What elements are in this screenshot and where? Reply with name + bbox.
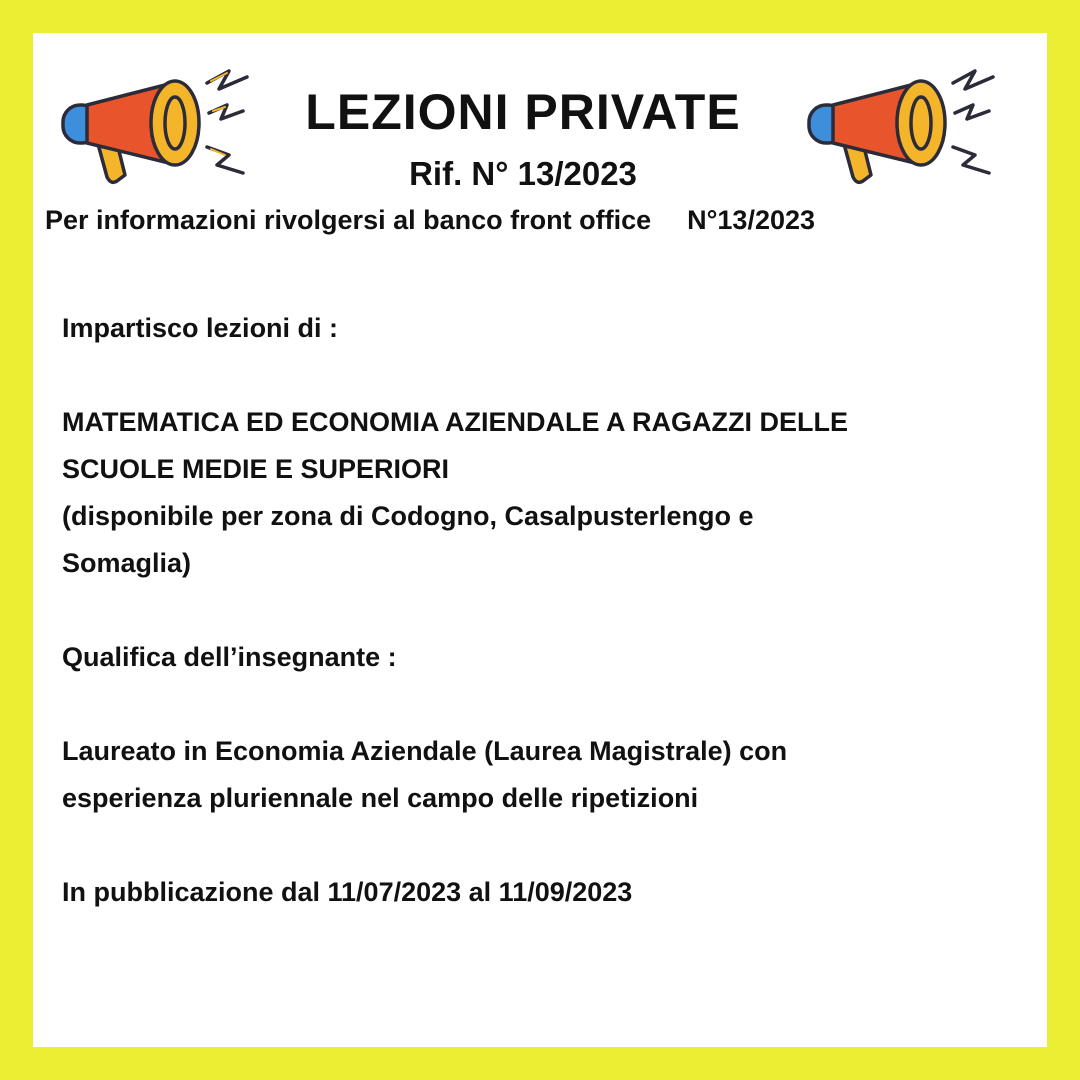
qualification-line: esperienza pluriennale nel campo delle ripetizioni bbox=[62, 783, 699, 813]
publication-dates: In pubblicazione dal 11/07/2023 al 11/09/2023 bbox=[62, 877, 633, 907]
subjects-line: MATEMATICA ED ECONOMIA AZIENDALE A RAGAZZI DELLE bbox=[62, 407, 848, 437]
info-number: N°13/2023 bbox=[687, 205, 816, 235]
info-line bbox=[45, 205, 1035, 236]
subjects-line: SCUOLE MEDIE E SUPERIORI bbox=[62, 454, 450, 484]
intro-text: Impartisco lezioni di : bbox=[62, 313, 339, 343]
qualification-label: Qualifica dell’insegnante : bbox=[62, 642, 397, 672]
qualification-line: Laureato in Economia Aziendale (Laurea Magistrale) con bbox=[62, 736, 788, 766]
info-text: Per informazioni rivolgersi al banco front office bbox=[45, 205, 652, 235]
availability-line: Somaglia) bbox=[62, 548, 192, 578]
availability-line: (disponibile per zona di Codogno, Casalpusterlengo e bbox=[62, 501, 754, 531]
announcement-card bbox=[33, 33, 1047, 1047]
reference-number: Rif. N° 13/2023 bbox=[409, 155, 637, 192]
page-title: LEZIONI PRIVATE bbox=[305, 84, 741, 140]
announcement-body bbox=[62, 305, 1012, 916]
